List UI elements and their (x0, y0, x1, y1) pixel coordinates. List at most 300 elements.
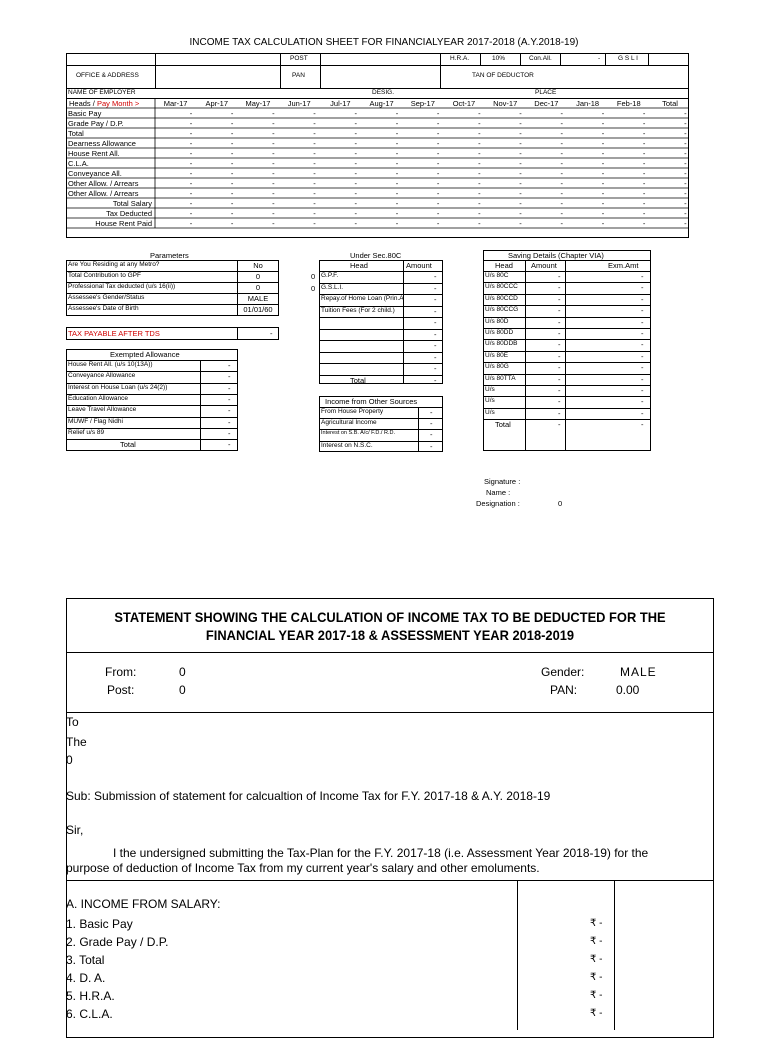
cell-value: - (601, 139, 605, 148)
cell-value: - (519, 119, 522, 128)
tax-payable-value: - (270, 329, 273, 338)
cell-value: - (313, 119, 316, 128)
cell-value: - (642, 169, 646, 178)
cell-value: - (519, 169, 522, 178)
cell-value: - (642, 109, 646, 118)
exempt-label: Leave Travel Allowance (68, 406, 137, 414)
gender-value: MALE (620, 665, 657, 679)
cell-value: - (436, 109, 440, 118)
saving-row-line (483, 351, 651, 352)
sec80c-label: Repay.of Home Loan (Prin.A (321, 295, 404, 302)
cell-value: - (478, 189, 481, 198)
month-header: Jun-17 (287, 99, 311, 108)
cell-value: - (560, 159, 563, 168)
sec80c-prefix-value: 0 (311, 272, 316, 281)
cell-value: - (519, 179, 522, 188)
cell-value: - (272, 179, 275, 188)
cell-value: - (478, 129, 481, 138)
param-value: 0 (255, 272, 261, 281)
cell-value: - (560, 119, 563, 128)
cell-value: - (230, 219, 234, 228)
row-label: House Rent Paid (95, 219, 152, 228)
exempt-total-value: - (228, 440, 231, 450)
saving-amount: - (558, 329, 561, 338)
to-line1: To (66, 715, 79, 729)
row-label: Other Allow. / Arrears (68, 179, 139, 188)
saving-label: U/s 80D (485, 317, 509, 325)
cell-value: - (642, 219, 646, 228)
cell-value: - (642, 209, 646, 218)
row-label: House Rent All. (68, 149, 120, 158)
saving-label: U/s 80CCC (485, 283, 518, 291)
cell-value: - (519, 189, 522, 198)
to-line3: 0 (66, 753, 73, 767)
cell-value: - (560, 109, 563, 118)
exempted-title: Exempted Allowance (110, 350, 180, 359)
cell-value: - (272, 119, 275, 128)
signature-name-label: Name : (486, 488, 511, 497)
signature-desig-value: 0 (558, 499, 563, 508)
cell-value: - (436, 129, 440, 138)
gender-label: Gender: (541, 665, 585, 679)
saving-amount: - (558, 374, 561, 384)
cell-value: - (230, 169, 234, 178)
cell-value: - (395, 179, 399, 188)
saving-row-line (483, 271, 651, 272)
sec80c-row-line (319, 363, 443, 364)
cell-value: - (519, 209, 522, 218)
cell-value: - (230, 159, 234, 168)
salary-item-value: ₹ - (590, 918, 603, 929)
row-label: Basic Pay (68, 109, 102, 118)
month-header: Aug-17 (369, 99, 394, 108)
saving-label: U/s 80C (485, 272, 509, 279)
cell-value: - (354, 109, 357, 118)
cell-value: - (601, 179, 605, 188)
month-header: Mar-17 (163, 99, 188, 108)
section-a-heading: A. INCOME FROM SALARY: (66, 897, 221, 911)
sec80c-value: - (434, 318, 437, 327)
cell-value: - (230, 179, 234, 188)
cell-value: - (560, 189, 563, 198)
month-header: Sep-17 (410, 99, 435, 108)
cell-value: - (560, 149, 563, 158)
sec80c-value: - (434, 364, 437, 373)
signature-label: Signature : (484, 477, 521, 486)
saving-exm: - (641, 340, 644, 350)
desig-label: DESIG. (372, 89, 395, 96)
row-label: Total Salary (112, 199, 152, 208)
cell-value: - (189, 149, 193, 158)
salary-item-label: 4. D. A. (66, 971, 106, 985)
saving-exm: - (641, 272, 644, 281)
sec80c-value: - (434, 352, 437, 362)
parameters-title: Parameters (150, 251, 189, 260)
cell-value: - (313, 219, 316, 228)
other-value: - (430, 419, 433, 429)
param-value: 0 (255, 283, 261, 292)
pay-month-label: Pay Month > (96, 99, 140, 108)
cell-value: - (684, 159, 687, 168)
cell-value: - (230, 209, 234, 218)
saving-exm: - (641, 283, 644, 293)
param-value: 01/01/60 (243, 305, 273, 314)
saving-label: U/s 80CCG (485, 306, 519, 314)
cell-value: - (684, 189, 687, 198)
cell-value: - (560, 169, 563, 178)
row-label: Dearness Allowance (68, 139, 136, 148)
cell-value: - (395, 189, 399, 198)
sec80c-value: - (434, 272, 437, 281)
param-label: Assessee's Date of Birth (68, 305, 139, 312)
sec80c-label: Tuition Fees (For 2 child.) (321, 306, 395, 314)
cell-value: - (436, 199, 440, 208)
sec80c-row-line (319, 329, 443, 330)
month-header: Dec-17 (534, 99, 559, 108)
salary-item-label: 2. Grade Pay / D.P. (66, 935, 169, 949)
statement-title-line2: FINANCIAL YEAR 2017-18 & ASSESSMENT YEAR 2018-2019 (205, 627, 575, 643)
saving-exm: - (641, 386, 644, 395)
cell-value: - (354, 149, 357, 158)
cell-value: - (395, 219, 399, 228)
other-label: Agricultural Income (321, 419, 377, 427)
cell-value: - (272, 159, 275, 168)
cell-value: - (272, 149, 275, 158)
statement-box (66, 598, 714, 1038)
cell-value: - (230, 109, 234, 118)
to-line2: The (66, 735, 87, 749)
cell-value: - (519, 109, 522, 118)
cell-value: - (601, 149, 605, 158)
cell-value: - (272, 129, 275, 138)
gsli-label: G S L I (618, 55, 638, 62)
cell-value: - (684, 109, 687, 118)
cell-value: - (478, 209, 481, 218)
pan-value: 0.00 (616, 683, 640, 697)
hra-label: H.R.A. (450, 55, 470, 62)
cell-value: - (395, 199, 399, 208)
exempt-row-line (66, 439, 238, 440)
exempt-value: - (228, 383, 231, 393)
param-label: Assessee's Gender/Status (68, 294, 145, 301)
cell-value: - (354, 209, 357, 218)
saving-exm: - (641, 294, 644, 304)
from-value: 0 (179, 665, 186, 679)
post-label: POST (290, 55, 308, 62)
exempt-label: Interest on House Loan (u/s 24(2)) (68, 383, 168, 391)
saving-total-exm: - (641, 420, 644, 430)
saving-exm: - (641, 317, 644, 327)
cell-value: - (272, 109, 275, 118)
heads-header: Heads / Pay Month > (69, 99, 140, 108)
cell-value: - (272, 169, 275, 178)
exempt-label: MUWF / Flag Nidhi (68, 417, 123, 425)
cell-value: - (313, 139, 316, 148)
cell-value: - (354, 139, 357, 148)
cell-value: - (395, 209, 399, 218)
sec80c-label: G.S.L.I. (321, 283, 344, 291)
salary-item-value: ₹ - (590, 972, 603, 983)
cell-value: - (313, 149, 316, 158)
cell-value: - (436, 209, 440, 218)
exempt-value: - (228, 394, 231, 404)
salary-item-label: 1. Basic Pay (66, 917, 133, 931)
cell-value: - (601, 109, 605, 118)
cell-value: - (436, 149, 440, 158)
cell-value: - (189, 209, 193, 218)
row-label: Total (68, 129, 84, 138)
cell-value: - (684, 169, 687, 178)
post-value: 0 (179, 683, 186, 697)
cell-value: - (684, 139, 687, 148)
exempt-value: - (228, 372, 231, 382)
sec80c-total-value: - (434, 375, 437, 385)
saving-label: U/s 80TTA (485, 374, 516, 382)
saving-total-amount: - (558, 420, 561, 430)
cell-value: - (601, 169, 605, 178)
month-header: Total (662, 99, 678, 108)
param-label: Professional Tax deducted (u/s 16(ii)) (68, 283, 176, 290)
month-header: Feb-18 (616, 99, 641, 108)
cell-value: - (313, 129, 316, 138)
cell-value: - (478, 149, 481, 158)
cell-value: - (519, 219, 522, 228)
pan-label-statement: PAN: (550, 683, 578, 697)
cell-value: - (189, 169, 193, 178)
cell-value: - (642, 119, 646, 128)
salutation: Sir, (66, 823, 84, 837)
cell-value: - (230, 199, 234, 208)
cell-value: - (684, 219, 687, 228)
saving-amount: - (558, 340, 561, 350)
salary-item-value: ₹ - (590, 954, 603, 965)
cell-value: - (395, 159, 399, 168)
saving-exm-label: Exm.Amt (608, 261, 639, 270)
sec80c-value: - (434, 329, 437, 339)
cell-value: - (519, 139, 522, 148)
signature-desig-label: Designation : (476, 499, 520, 508)
cell-value: - (684, 149, 687, 158)
cell-value: - (684, 199, 687, 208)
sec80c-value: - (434, 341, 437, 350)
param-value: MALE (247, 294, 269, 303)
param-label: Are You Residing at any Metro? (68, 261, 160, 268)
cell-value: - (560, 199, 563, 208)
exempt-total-label: Total (120, 440, 136, 450)
cell-value: - (313, 109, 316, 118)
other-value: - (430, 408, 433, 417)
sheet-title: INCOME TAX CALCULATION SHEET FOR FINANCIALYEAR 2017-2018 (A.Y.2018-19) (189, 37, 579, 48)
exempt-value: - (228, 417, 231, 427)
cell-value: - (478, 219, 481, 228)
row-label: Tax Deducted (106, 209, 152, 218)
cell-value: - (436, 119, 440, 128)
cell-value: - (601, 129, 605, 138)
saving-amount: - (558, 283, 561, 293)
cell-value: - (560, 129, 563, 138)
cell-value: - (601, 159, 605, 168)
cell-value: - (230, 139, 234, 148)
cell-value: - (684, 179, 687, 188)
cell-value: - (684, 209, 687, 218)
cell-value: - (189, 129, 193, 138)
post-label-statement: Post: (107, 683, 135, 697)
saving-head-label: Head (495, 261, 513, 270)
con-all-value: - (598, 55, 601, 62)
tan-label: TAN OF DEDUCTOR (472, 72, 534, 79)
sec80c-row-line (319, 317, 443, 318)
salary-item-label: 6. C.L.A. (66, 1007, 113, 1021)
cell-value: - (601, 209, 605, 218)
saving-exm: - (641, 351, 644, 361)
month-header: Apr-17 (205, 99, 229, 108)
month-header: Jan-18 (576, 99, 600, 108)
saving-label: U/s 80DD (485, 329, 514, 336)
saving-exm: - (641, 329, 644, 338)
cell-value: - (684, 129, 687, 138)
cell-value: - (313, 169, 316, 178)
cell-value: - (272, 189, 275, 198)
cell-value: - (642, 139, 646, 148)
salary-item-value: ₹ - (590, 1008, 603, 1019)
pan-label: PAN (292, 72, 305, 79)
cell-value: - (642, 159, 646, 168)
other-label: From House Property (321, 408, 384, 415)
cell-value: - (395, 119, 399, 128)
saving-row-line (483, 317, 651, 318)
sec80c-title: Under Sec.80C (350, 251, 402, 260)
saving-label: U/s 80CCD (485, 294, 518, 302)
cell-value: - (642, 129, 646, 138)
paragraph-line2: purpose of deduction of Income Tax from my current year's salary and other emoluments. (66, 861, 540, 875)
hra-value: 10% (492, 55, 506, 62)
sec80c-value: - (434, 295, 437, 304)
cell-value: - (601, 219, 605, 228)
cell-value: - (354, 169, 357, 178)
salary-item-label: 5. H.R.A. (66, 989, 115, 1003)
month-header: Jul-17 (330, 99, 351, 108)
sec80c-head-label: Head (350, 261, 368, 270)
cell-value: - (230, 129, 234, 138)
subject-line: Sub: Submission of statement for calcualtion of Income Tax for F.Y. 2017-18 & A.Y. 2018-19 (66, 789, 551, 803)
cell-value: - (560, 139, 563, 148)
month-header: Nov-17 (493, 99, 518, 108)
cell-value: - (478, 139, 481, 148)
saving-amount: - (558, 272, 561, 281)
sec80c-prefix-value: 0 (311, 283, 316, 293)
cell-value: - (395, 169, 399, 178)
statement-title-line1: STATEMENT SHOWING THE CALCULATION OF INCOME TAX TO BE DEDUCTED FOR THE (114, 609, 666, 625)
saving-exm: - (641, 408, 644, 418)
saving-label: U/s 80E (485, 351, 509, 359)
exempt-label: Conveyance Allowance (68, 372, 136, 380)
cell-value: - (519, 159, 522, 168)
saving-label: U/s (485, 397, 495, 405)
cell-value: - (478, 179, 481, 188)
salary-item-value: ₹ - (590, 936, 603, 947)
saving-amount: - (558, 351, 561, 361)
cell-value: - (601, 119, 605, 128)
saving-amount: - (558, 397, 561, 407)
row-label: C.L.A. (68, 159, 89, 168)
tax-payable-label: TAX PAYABLE AFTER TDS (68, 329, 160, 338)
cell-value: - (230, 189, 234, 198)
cell-value: - (313, 179, 316, 188)
row-label: Other Allow. / Arrears (68, 189, 139, 198)
cell-value: - (478, 119, 481, 128)
cell-value: - (272, 219, 275, 228)
saving-row-line (483, 396, 651, 397)
cell-value: - (478, 159, 481, 168)
cell-value: - (272, 199, 275, 208)
cell-value: - (313, 159, 316, 168)
saving-exm: - (641, 363, 644, 373)
cell-value: - (395, 109, 399, 118)
saving-row-line (483, 385, 651, 386)
saving-label: U/s 80G (485, 363, 509, 371)
month-header: Oct-17 (452, 99, 476, 108)
name-of-employer-label: NAME OF EMPLOYER (68, 89, 136, 96)
sec80c-amount-label: Amount (406, 261, 432, 270)
con-all-label: Con.All. (529, 55, 552, 62)
cell-value: - (478, 199, 481, 208)
other-sources-title: Income from Other Sources (325, 397, 418, 406)
cell-value: - (642, 149, 646, 158)
saving-label: U/s (485, 408, 495, 416)
sec80c-total-label: Total (350, 375, 366, 385)
other-value: - (430, 430, 433, 440)
sec80c-value: - (434, 283, 437, 293)
saving-total-label: Total (495, 420, 511, 430)
cell-value: - (230, 119, 234, 128)
cell-value: - (519, 129, 522, 138)
cell-value: - (189, 189, 193, 198)
saving-row-line (483, 408, 651, 409)
cell-value: - (230, 149, 234, 158)
exempt-label: Relief u/s 89 (68, 428, 105, 436)
cell-value: - (642, 199, 646, 208)
cell-value: - (436, 189, 440, 198)
cell-value: - (560, 219, 563, 228)
cell-value: - (189, 139, 193, 148)
cell-value: - (354, 129, 357, 138)
cell-value: - (189, 179, 193, 188)
sec80c-row-line (319, 375, 443, 376)
saving-amount: - (558, 408, 561, 418)
saving-exm: - (641, 306, 644, 316)
cell-value: - (642, 179, 646, 188)
cell-value: - (189, 199, 193, 208)
cell-value: - (519, 149, 522, 158)
cell-value: - (684, 119, 687, 128)
cell-value: - (601, 199, 605, 208)
cell-value: - (189, 159, 193, 168)
cell-value: - (395, 139, 399, 148)
saving-label: U/s 80DDB (485, 340, 518, 348)
other-value: - (430, 441, 433, 451)
cell-value: - (354, 159, 357, 168)
saving-amount: - (558, 294, 561, 304)
cell-value: - (189, 219, 193, 228)
saving-amount-label: Amount (531, 261, 557, 270)
office-label: OFFICE & ADDRESS (76, 72, 139, 79)
saving-label: U/s (485, 386, 495, 393)
sec80c-row-line (319, 352, 443, 353)
cell-value: - (313, 209, 316, 218)
cell-value: - (272, 139, 275, 148)
saving-title: Saving Details (Chapter VIA) (508, 251, 604, 260)
cell-value: - (189, 109, 193, 118)
